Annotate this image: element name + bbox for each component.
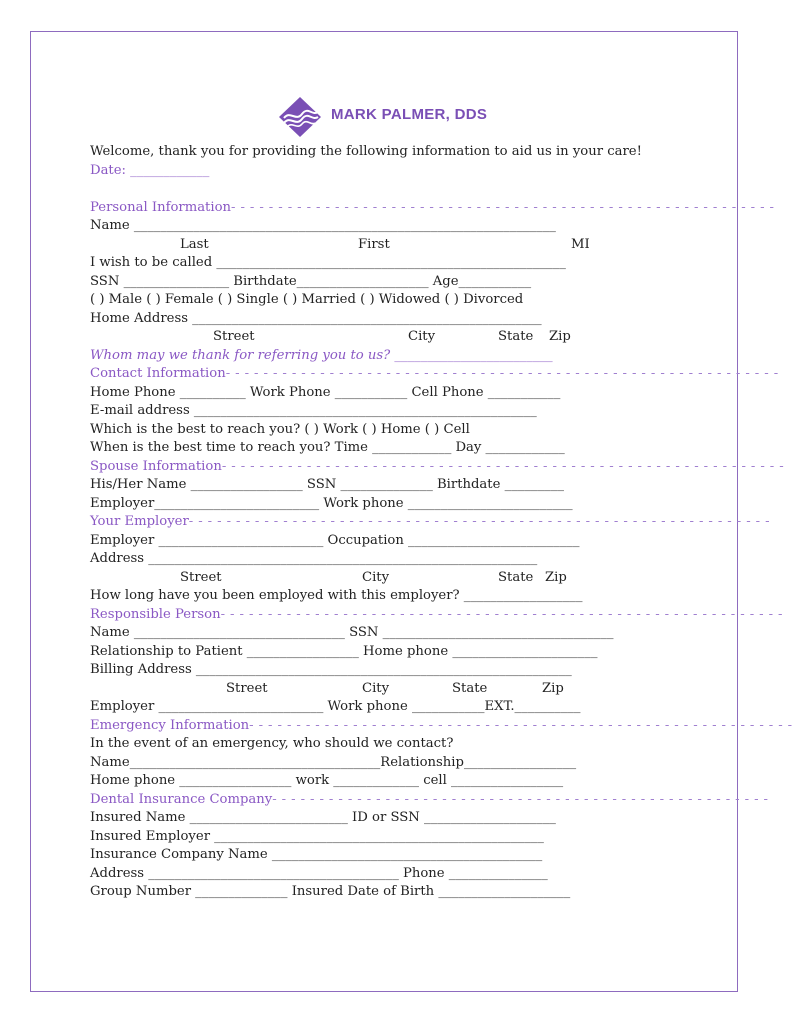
emergency-question: In the event of an emergency, who should we contact? — [90, 736, 454, 751]
sublabel-city: City — [362, 680, 390, 696]
address-sublabels — [90, 328, 690, 347]
sublabel-state: State — [452, 680, 488, 696]
emergency-phones-field[interactable]: Home phone _________________ work _____________ cell _________________ — [90, 773, 564, 788]
section-title: Responsible Person — [90, 606, 221, 622]
relationship-field[interactable]: Relationship to Patient _________________ Home phone ______________________ — [90, 643, 598, 659]
group-number-field[interactable]: Group Number ______________ Insured Date of Birth ____________________ — [90, 884, 571, 899]
best-contact-options[interactable]: Which is the best to reach you? ( ) Work ( ) Home ( ) Cell — [90, 421, 470, 437]
home-address-field[interactable]: Home Address _____________________________________________________ — [90, 310, 542, 326]
section-insurance: Dental Insurance Company- - - - - - - - - - - - - - - - - - - - - - - - - - - - - - - - - - - - - - - - - - - - - - - - - - - - - — [90, 791, 769, 807]
section-title: Emergency Information — [90, 717, 250, 733]
patient-form — [90, 143, 793, 902]
email-field[interactable]: E-mail address ____________________________________________________ — [90, 403, 537, 418]
section-emergency: Emergency Information- - - - - - - - - - - - - - - - - - - - - - - - - - - - - - - - - - - - - - - - - - - - - - - - - - - - - - - - - - — [90, 717, 793, 733]
sublabel-zip: Zip — [545, 569, 567, 585]
employer-address-sublabels — [90, 569, 690, 588]
sublabel-city: City — [362, 569, 390, 585]
welcome-text: Welcome, thank you for providing the following information to aid us in your care! — [90, 144, 642, 159]
sublabel-zip: Zip — [542, 680, 564, 696]
employer-address-field[interactable]: Address ___________________________________________________________ — [90, 551, 538, 566]
phones-field[interactable]: Home Phone __________ Work Phone ___________ Cell Phone ___________ — [90, 384, 561, 400]
sublabel-street: Street — [213, 329, 255, 344]
best-time-field[interactable]: When is the best time to reach you? Time ____________ Day ____________ — [90, 440, 565, 455]
section-title: Contact Information — [90, 366, 226, 381]
insurance-company-field[interactable]: Insurance Company Name _________________________________________ — [90, 847, 543, 862]
sublabel-state: State — [498, 329, 534, 344]
section-title: Your Employer — [90, 514, 189, 529]
practice-name: MARK PALMER, DDS — [331, 106, 488, 123]
sublabel-zip: Zip — [549, 329, 571, 344]
sublabel-state: State — [498, 569, 534, 585]
insured-name-field[interactable]: Insured Name ________________________ ID or SSN ____________________ — [90, 810, 556, 825]
ssn-birthdate-age-field[interactable]: SSN ________________ Birthdate____________________ Age___________ — [90, 273, 532, 289]
date-field[interactable]: Date: ____________ — [90, 162, 210, 178]
sublabel-first: First — [358, 236, 390, 252]
billing-address-field[interactable]: Billing Address _________________________________________________________ — [90, 662, 572, 677]
name-sublabels — [90, 236, 690, 255]
employer-occupation-field[interactable]: Employer _________________________ Occupation __________________________ — [90, 532, 580, 548]
section-title: Dental Insurance Company — [90, 791, 273, 807]
name-field[interactable]: Name ________________________________________________________________ — [90, 218, 556, 233]
sublabel-city: City — [408, 329, 436, 344]
practice-logo-icon — [278, 96, 322, 138]
section-spouse: Spouse Information- - - - - - - - - - - - - - - - - - - - - - - - - - - - - - - - - - - - - - - - - - - - - - - - - - - - - - - - - - - - — [90, 458, 785, 474]
section-responsible: Responsible Person- - - - - - - - - - - - - - - - - - - - - - - - - - - - - - - - - - - - - - - - - - - - - - - - - - - - - - - - - - - - — [90, 606, 783, 622]
responsible-employer-field[interactable]: Employer _________________________ Work phone ___________EXT.__________ — [90, 699, 581, 714]
insurance-address-field[interactable]: Address ______________________________________ Phone _______________ — [90, 865, 548, 881]
insured-employer-field[interactable]: Insured Employer __________________________________________________ — [90, 828, 544, 844]
sublabel-street: Street — [180, 569, 222, 585]
billing-address-sublabels — [90, 680, 690, 699]
section-title: Personal Information — [90, 199, 232, 215]
gender-marital-options[interactable]: ( ) Male ( ) Female ( ) Single ( ) Married ( ) Widowed ( ) Divorced — [90, 292, 524, 307]
referral-field[interactable]: Whom may we thank for referring you to us? ________________________ — [90, 347, 553, 363]
section-employer: Your Employer- - - - - - - - - - - - - - - - - - - - - - - - - - - - - - - - - - - - - - - - - - - - - - - - - - - - - - - - - - - - - - — [90, 514, 770, 529]
emergency-name-field[interactable]: Name______________________________________Relationship_________________ — [90, 754, 577, 770]
preferred-name-field[interactable]: I wish to be called _____________________________________________________ — [90, 255, 566, 270]
spouse-employer-field[interactable]: Employer_________________________ Work phone _________________________ — [90, 495, 573, 511]
practice-header — [278, 96, 538, 138]
responsible-name-ssn-field[interactable]: Name ________________________________ SSN ___________________________________ — [90, 625, 614, 640]
sublabel-mi: MI — [571, 236, 590, 252]
spouse-name-field[interactable]: His/Her Name _________________ SSN ______________ Birthdate _________ — [90, 477, 564, 492]
section-contact: Contact Information- - - - - - - - - - - - - - - - - - - - - - - - - - - - - - - - - - - - - - - - - - - - - - - - - - - - - - - - - - - — [90, 366, 779, 381]
sublabel-street: Street — [226, 680, 268, 696]
section-personal: Personal Information- - - - - - - - - - - - - - - - - - - - - - - - - - - - - - - - - - - - - - - - - - - - - - - - - - - - - - - - - - — [90, 199, 775, 215]
sublabel-last: Last — [180, 236, 209, 252]
section-title: Spouse Information — [90, 458, 222, 474]
employment-duration-field[interactable]: How long have you been employed with this employer? __________________ — [90, 588, 583, 603]
